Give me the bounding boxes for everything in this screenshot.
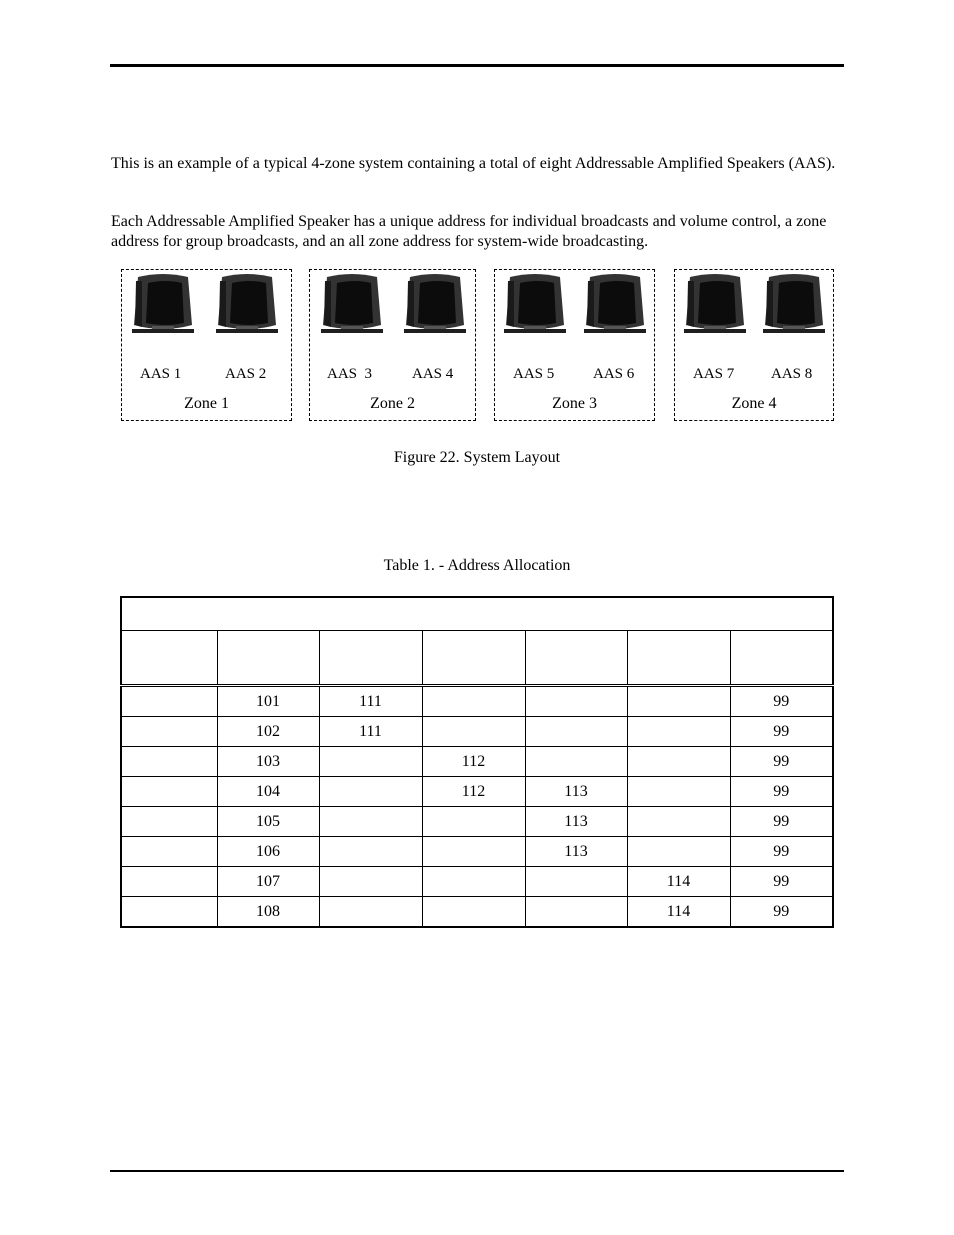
table-cell: 106 xyxy=(217,837,319,867)
table-cell: 112 xyxy=(422,747,525,777)
speaker-image xyxy=(504,273,566,336)
speaker-label: AAS 2 xyxy=(225,366,267,382)
table-row xyxy=(121,837,833,867)
table-cell xyxy=(422,686,525,717)
table-cell: 101 xyxy=(217,686,319,717)
table-cell: 112 xyxy=(422,777,525,807)
table-cell xyxy=(627,686,730,717)
table-cell xyxy=(422,717,525,747)
table-cell xyxy=(121,867,217,897)
table-cell: 99 xyxy=(730,837,833,867)
table-cell: 114 xyxy=(627,867,730,897)
address-paragraph: Each Addressable Amplified Speaker has a unique address for individual broadcasts and volume control, a zone address for group broadcasts, and an all zone address for system-wide broadcasting. xyxy=(111,213,827,250)
table-body xyxy=(121,686,833,928)
table-cell: 113 xyxy=(525,837,627,867)
table-cell xyxy=(525,717,627,747)
zone-label: Zone 3 xyxy=(552,395,597,412)
table-cell: 103 xyxy=(217,747,319,777)
speaker-image xyxy=(584,273,646,336)
table-cell xyxy=(319,747,422,777)
table-cell: 111 xyxy=(319,717,422,747)
table-cell xyxy=(627,747,730,777)
speaker-label: AAS 6 xyxy=(593,366,635,382)
table-row xyxy=(121,747,833,777)
table-cell xyxy=(121,897,217,928)
table-cell: 108 xyxy=(217,897,319,928)
table-cell xyxy=(422,867,525,897)
table-row xyxy=(121,807,833,837)
table-row xyxy=(121,897,833,928)
table-header-row xyxy=(121,631,833,686)
table-cell xyxy=(627,717,730,747)
column-header xyxy=(627,631,730,686)
table-cell xyxy=(422,897,525,928)
column-header xyxy=(525,631,627,686)
table-cell: 107 xyxy=(217,867,319,897)
zone-2-box xyxy=(309,269,476,421)
table-cell xyxy=(525,867,627,897)
speaker-image xyxy=(216,273,278,336)
table-cell xyxy=(121,686,217,717)
header-rule xyxy=(110,64,844,67)
zone-label: Zone 4 xyxy=(731,395,777,412)
table-cell xyxy=(422,807,525,837)
table-cell xyxy=(121,717,217,747)
table-cell xyxy=(319,837,422,867)
speaker-label: AAS 4 xyxy=(412,366,454,382)
speaker-label: AAS 3 xyxy=(327,366,373,382)
speaker-label: AAS 5 xyxy=(513,366,555,382)
table-caption: Table 1. - Address Allocation xyxy=(383,557,571,574)
table-cell xyxy=(319,807,422,837)
zone-3-box xyxy=(494,269,655,421)
zone-label: Zone 2 xyxy=(370,395,415,412)
table-cell: 99 xyxy=(730,717,833,747)
table-cell: 99 xyxy=(730,897,833,928)
speaker-label: AAS 8 xyxy=(771,366,813,382)
table-row xyxy=(121,686,833,717)
speaker-image xyxy=(132,273,194,336)
table-cell: 114 xyxy=(627,897,730,928)
table-cell xyxy=(121,807,217,837)
table-cell xyxy=(121,747,217,777)
table-cell xyxy=(319,867,422,897)
table-cell xyxy=(525,747,627,777)
table-title-cell xyxy=(121,597,833,631)
table-cell xyxy=(525,686,627,717)
speaker-label: AAS 1 xyxy=(140,366,182,382)
table-cell xyxy=(525,897,627,928)
table-cell xyxy=(121,777,217,807)
table-cell: 99 xyxy=(730,807,833,837)
table-cell xyxy=(121,837,217,867)
table-cell xyxy=(319,897,422,928)
zone-1-box xyxy=(121,269,292,421)
table-cell: 99 xyxy=(730,867,833,897)
intro-paragraph: This is an example of a typical 4-zone system containing a total of eight Addressable Amplified Speakers (AAS). xyxy=(111,155,836,172)
table-row xyxy=(121,777,833,807)
table-cell: 111 xyxy=(319,686,422,717)
figure-caption: Figure 22. System Layout xyxy=(393,449,561,466)
column-header xyxy=(319,631,422,686)
speaker-image xyxy=(763,273,825,336)
table-cell: 99 xyxy=(730,777,833,807)
speaker-image xyxy=(684,273,746,336)
table-cell xyxy=(627,807,730,837)
table-cell: 113 xyxy=(525,777,627,807)
column-header xyxy=(217,631,319,686)
address-allocation-table xyxy=(120,596,834,928)
speaker-label: AAS 7 xyxy=(693,366,735,382)
table-title-row xyxy=(121,597,833,631)
table-cell xyxy=(319,777,422,807)
table-row xyxy=(121,717,833,747)
table-cell: 104 xyxy=(217,777,319,807)
speaker-image xyxy=(404,273,466,336)
table-cell xyxy=(422,837,525,867)
column-header xyxy=(121,631,217,686)
table-cell: 105 xyxy=(217,807,319,837)
footer-rule xyxy=(110,1170,844,1172)
zone-4-box xyxy=(674,269,834,421)
column-header xyxy=(730,631,833,686)
zone-label: Zone 1 xyxy=(184,395,229,412)
speaker-image xyxy=(321,273,383,336)
table-cell: 102 xyxy=(217,717,319,747)
table-cell: 113 xyxy=(525,807,627,837)
table-cell: 99 xyxy=(730,747,833,777)
table-cell xyxy=(627,837,730,867)
table-row xyxy=(121,867,833,897)
table-cell xyxy=(627,777,730,807)
column-header xyxy=(422,631,525,686)
table-cell: 99 xyxy=(730,686,833,717)
